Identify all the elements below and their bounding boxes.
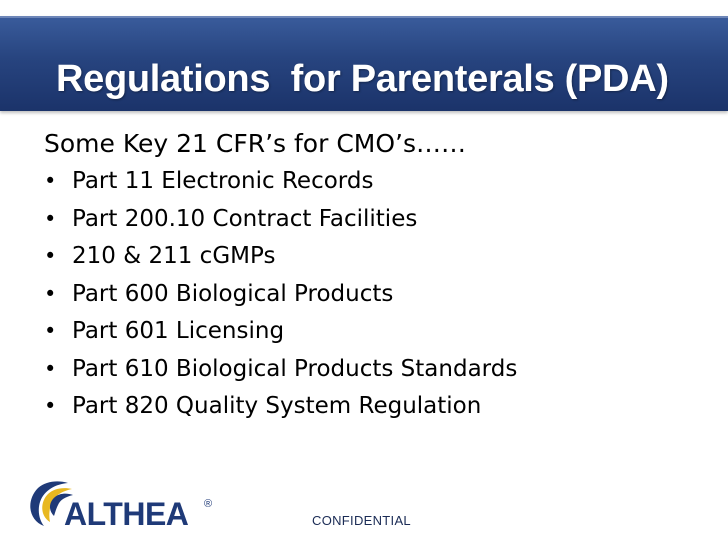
bullet-text: Part 600 Biological Products (72, 280, 394, 307)
list-item (44, 163, 684, 201)
subheading: Some Key 21 CFR’s for CMO’s…… (44, 129, 466, 158)
bullet-text: Part 820 Quality System Regulation (72, 393, 482, 419)
bullet-icon: • (44, 394, 57, 418)
bullet-icon: • (44, 169, 57, 193)
bullet-icon: • (44, 206, 57, 231)
bullet-list (44, 163, 684, 426)
slide-title: Regulations for Parenterals (PDA) (56, 58, 669, 100)
list-item (44, 313, 684, 351)
title-bar (0, 16, 728, 111)
bullet-text: 210 & 211 cGMPs (72, 243, 276, 269)
bullet-text: Part 601 Licensing (72, 318, 285, 344)
bullet-text: Part 200.10 Contract Facilities (72, 205, 418, 232)
list-item (44, 351, 684, 389)
list-item (44, 201, 684, 239)
list-item (44, 388, 684, 426)
bullet-text: Part 11 Electronic Records (72, 168, 374, 194)
bullet-icon: • (44, 319, 57, 343)
registered-mark: ® (204, 498, 213, 510)
bullet-text: Part 610 Biological Products Standards (72, 355, 518, 382)
confidential-label: CONFIDENTIAL (312, 513, 411, 528)
slide-content (44, 125, 684, 426)
bullet-icon: • (44, 356, 57, 381)
list-item (44, 238, 684, 276)
bullet-icon: • (44, 281, 57, 306)
logo-wordmark: ALTHEA (64, 496, 189, 532)
althea-logo (24, 476, 224, 534)
list-item (44, 276, 684, 314)
bullet-icon: • (44, 244, 57, 268)
